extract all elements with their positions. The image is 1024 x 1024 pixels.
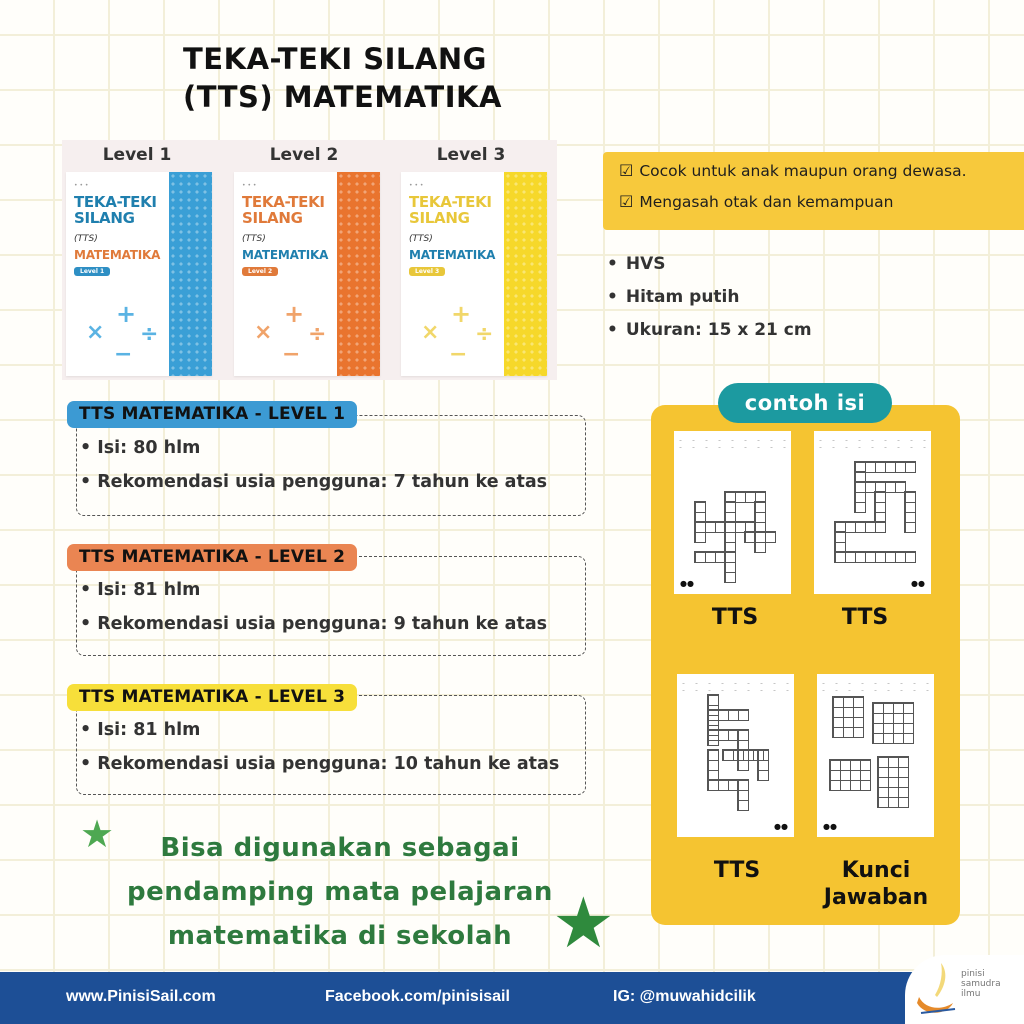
page-number: ●●	[823, 822, 837, 831]
cover-level-1-label: Level 1	[102, 145, 172, 165]
crossword-grid	[737, 779, 749, 811]
answer-grid	[832, 696, 864, 738]
publisher-mark: • • •	[74, 182, 89, 189]
divide-icon: ÷	[475, 322, 494, 347]
level-2-pages	[80, 580, 200, 600]
sample-label-4-line-2: Jawaban	[823, 885, 929, 910]
sample-page-thumbnail-1[interactable]	[674, 431, 791, 594]
level-3-age	[80, 754, 559, 774]
cover-title-line-1: TEKA-TEKI	[74, 193, 157, 211]
logo-text-line-3: ilmu	[961, 989, 981, 999]
checkbox-checked-icon: ☑	[619, 161, 634, 180]
cover-title-line-1: TEKA-TEKI	[409, 193, 492, 211]
checkbox-checked-icon: ☑	[619, 192, 634, 211]
divide-icon: ÷	[308, 322, 327, 347]
page-title	[183, 40, 523, 116]
cover-subtitle: (TTS)	[242, 234, 266, 244]
quill-boat-icon	[911, 959, 961, 1019]
minus-icon: −	[282, 342, 301, 367]
page-number: ●●	[911, 579, 925, 588]
decorative-dots	[817, 680, 934, 694]
age-text: Rekomendasi usia pengguna: 10 tahun ke atas	[97, 754, 560, 774]
cover-subject: MATEMATIKA	[409, 248, 496, 262]
sample-label-4-line-1: Kunci	[841, 858, 911, 883]
decorative-dots	[674, 437, 791, 451]
cover-spine	[504, 172, 547, 376]
sample-page-thumbnail-3[interactable]	[677, 674, 794, 837]
level-2-info-box	[76, 556, 586, 656]
sample-label-3: TTS	[713, 858, 761, 883]
bullet-icon: •	[80, 614, 92, 634]
cover-subject: MATEMATIKA	[242, 248, 329, 262]
decorative-dots	[814, 437, 931, 451]
feature-text: Mengasah otak dan kemampuan	[639, 193, 894, 211]
cover-level-3-label: Level 3	[436, 145, 506, 165]
spec-item	[607, 320, 812, 340]
crossword-grid	[707, 709, 749, 721]
crossword-grid	[874, 491, 886, 523]
bullet-icon: •	[80, 472, 92, 492]
divide-icon: ÷	[140, 322, 159, 347]
cover-level-badge: Level 1	[74, 267, 110, 276]
cover-subject: MATEMATIKA	[74, 248, 161, 262]
spec-item	[607, 254, 666, 274]
level-1-age	[80, 472, 547, 492]
level-2-heading: TTS MATEMATIKA - LEVEL 2	[67, 544, 357, 571]
crossword-grid	[694, 551, 736, 563]
book-cover-level-2	[234, 172, 380, 376]
star-large-icon: ★	[552, 882, 615, 964]
bullet-icon: •	[80, 754, 92, 774]
cover-subtitle: (TTS)	[409, 234, 433, 244]
level-1-info-box	[76, 415, 586, 516]
level-3-heading: TTS MATEMATIKA - LEVEL 3	[67, 684, 357, 711]
cover-title	[409, 194, 492, 226]
pages-text: Isi: 81 hlm	[97, 580, 201, 600]
cover-level-2-label: Level 2	[269, 145, 339, 165]
spec-text: HVS	[625, 254, 666, 274]
cover-subtitle: (TTS)	[74, 234, 98, 244]
slogan-line-3: matematika di sekolah	[167, 921, 513, 951]
sample-content-heading: contoh isi	[718, 383, 892, 423]
cover-level-badge: Level 3	[409, 267, 445, 276]
cover-title-line-1: TEKA-TEKI	[242, 193, 325, 211]
feature-text: Cocok untuk anak maupun orang dewasa.	[639, 162, 967, 180]
age-text: Rekomendasi usia pengguna: 7 tahun ke atas	[97, 472, 548, 492]
level-1-pages	[80, 438, 200, 458]
cover-spine	[169, 172, 212, 376]
crossword-grid	[904, 491, 916, 533]
bullet-icon: •	[80, 720, 92, 740]
bullet-icon: •	[80, 580, 92, 600]
cover-title-line-2: SILANG	[409, 209, 470, 227]
spec-item	[607, 287, 740, 307]
star-small-icon: ★	[80, 812, 115, 856]
title-line-1: TEKA-TEKI SILANG	[183, 42, 487, 76]
book-cover-level-3	[401, 172, 547, 376]
multiply-icon: ×	[421, 320, 440, 345]
plus-icon: +	[116, 300, 137, 328]
publisher-logo	[905, 955, 1024, 1024]
sample-page-thumbnail-4[interactable]	[817, 674, 934, 837]
bullet-icon: •	[607, 287, 618, 307]
crossword-grid	[724, 501, 736, 583]
page-number: ●●	[774, 822, 788, 831]
logo-text-line-1: pinisi	[961, 969, 985, 979]
level-2-age	[80, 614, 547, 634]
slogan-line-1: Bisa digunakan sebagai	[160, 833, 520, 863]
slogan-line-2: pendamping mata pelajaran	[127, 877, 553, 907]
crossword-grid	[834, 551, 916, 563]
book-cover-level-1	[66, 172, 212, 376]
cover-level-badge: Level 2	[242, 267, 278, 276]
cover-title	[74, 194, 157, 226]
instagram-handle[interactable]: IG: @muwahidcilik	[613, 988, 756, 1005]
crossword-grid	[744, 531, 776, 543]
facebook-link[interactable]: Facebook.com/pinisisail	[325, 988, 510, 1005]
bullet-icon: •	[607, 254, 618, 274]
pages-text: Isi: 81 hlm	[97, 720, 201, 740]
multiply-icon: ×	[254, 320, 273, 345]
bullet-icon: •	[80, 438, 92, 458]
age-text: Rekomendasi usia pengguna: 9 tahun ke atas	[97, 614, 548, 634]
answer-grid	[872, 702, 914, 744]
crossword-grid	[754, 501, 766, 553]
plus-icon: +	[451, 300, 472, 328]
publisher-mark: • • •	[409, 182, 424, 189]
logo-text	[961, 969, 1001, 999]
sample-label-1: TTS	[711, 605, 759, 630]
answer-grid	[877, 756, 909, 808]
sample-page-thumbnail-2[interactable]	[814, 431, 931, 594]
website-link[interactable]: www.PinisiSail.com	[66, 988, 216, 1005]
sample-label-4	[811, 857, 941, 911]
answer-grid	[829, 759, 871, 791]
level-1-heading: TTS MATEMATIKA - LEVEL 1	[67, 401, 357, 428]
crossword-grid	[757, 749, 769, 781]
feature-checklist	[603, 152, 1024, 230]
pages-text: Isi: 80 hlm	[97, 438, 201, 458]
multiply-icon: ×	[86, 320, 105, 345]
cover-spine	[337, 172, 380, 376]
logo-text-line-2: samudra	[961, 979, 1001, 989]
slogan	[60, 826, 620, 964]
spec-text: Ukuran: 15 x 21 cm	[625, 320, 812, 340]
minus-icon: −	[449, 342, 468, 367]
level-3-pages	[80, 720, 200, 740]
cover-title-line-2: SILANG	[74, 209, 135, 227]
plus-icon: +	[284, 300, 305, 328]
publisher-mark: • • •	[242, 182, 257, 189]
minus-icon: −	[114, 342, 133, 367]
cover-title-line-2: SILANG	[242, 209, 303, 227]
title-line-2: (TTS) MATEMATIKA	[183, 80, 502, 114]
decorative-dots	[677, 680, 794, 694]
spec-text: Hitam putih	[625, 287, 740, 307]
feature-item	[619, 193, 893, 211]
bullet-icon: •	[607, 320, 618, 340]
page-number: ●●	[680, 579, 694, 588]
sample-label-2: TTS	[841, 605, 889, 630]
cover-title	[242, 194, 325, 226]
feature-item	[619, 162, 967, 180]
